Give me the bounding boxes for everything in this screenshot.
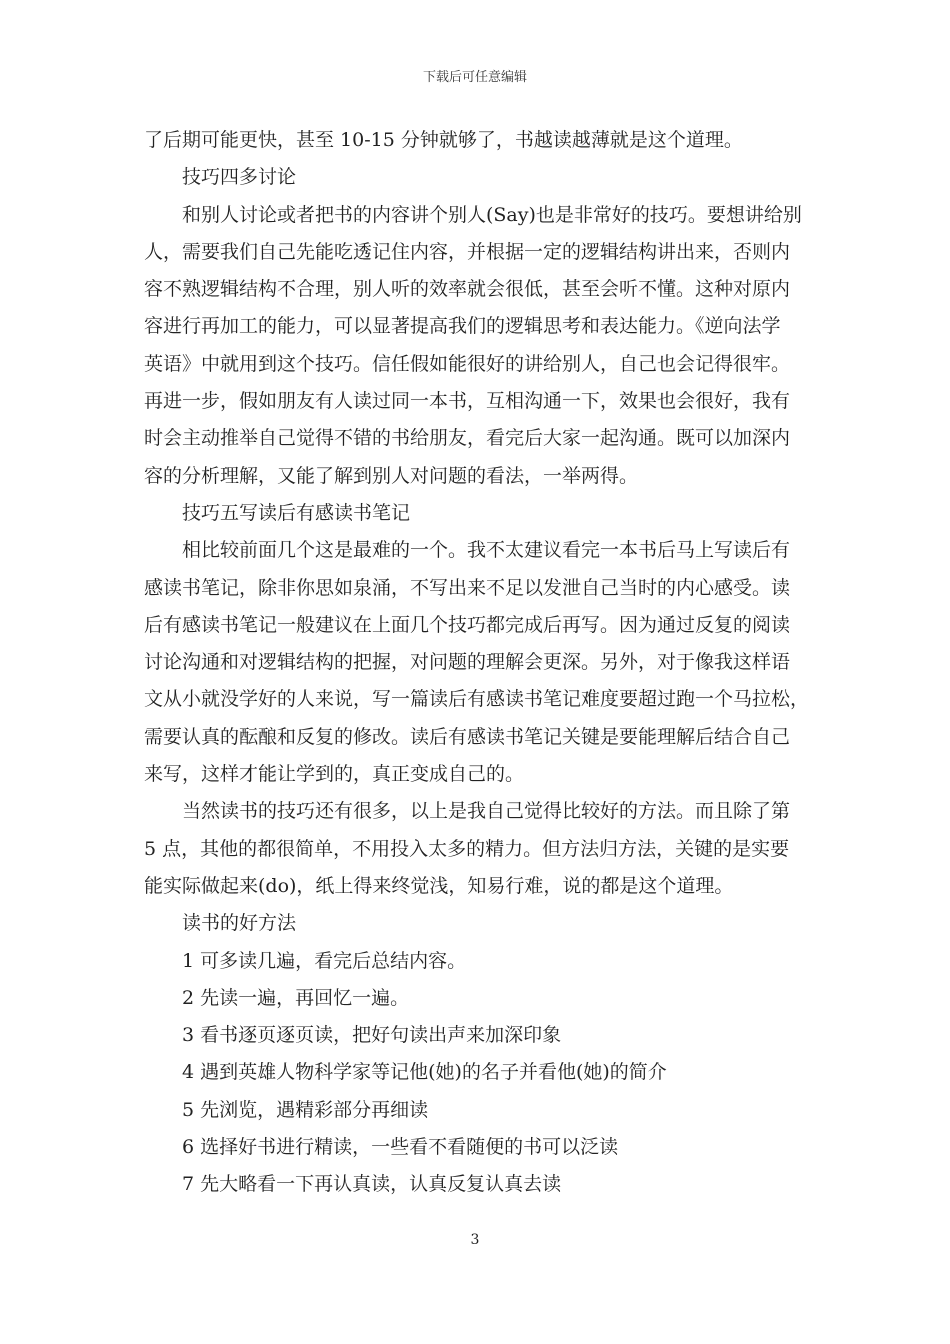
text-line: 能实际做起来(do)，纸上得来终觉浅，知易行难，说的都是这个道理。 bbox=[144, 874, 734, 897]
text-line: 容不熟逻辑结构不合理，别人听的效率就会很低，甚至会听不懂。这种对原内 bbox=[144, 278, 791, 301]
text-line: 人，需要我们自己先能吃透记住内容，并根据一定的逻辑结构讲出来，否则内 bbox=[144, 240, 791, 263]
text-line: 英语》中就用到这个技巧。信任假如能很好的讲给别人，自己也会记得很牢。 bbox=[144, 352, 791, 375]
list-item: 4 遇到英雄人物科学家等记他(她)的名子并看他(她)的简介 bbox=[182, 1061, 667, 1084]
list-item: 2 先读一遍，再回忆一遍。 bbox=[182, 986, 410, 1009]
list-item: 6 选择好书进行精读，一些看不看随便的书可以泛读 bbox=[182, 1136, 619, 1159]
section-heading: 技巧四多讨论 bbox=[182, 166, 297, 189]
text-line: 容进行再加工的能力，可以显著提高我们的逻辑思考和表达能力。《逆向法学 bbox=[144, 315, 781, 338]
text-line: 5 点，其他的都很简单，不用投入太多的精力。但方法归方法，关键的是实要 bbox=[144, 837, 790, 860]
text-line: 时会主动推举自己觉得不错的书给朋友，看完后大家一起沟通。既可以加深内 bbox=[144, 427, 791, 450]
text-line: 了后期可能更快，甚至 10-15 分钟就够了，书越读越薄就是这个道理。 bbox=[144, 129, 743, 151]
text-line: 来写，这样才能让学到的，真正变成自己的。 bbox=[144, 763, 525, 786]
page-header: 下载后可任意编辑 bbox=[422, 70, 527, 85]
text-line: 相比较前面几个这是最难的一个。我不太建议看完一本书后马上写读后有 bbox=[182, 539, 791, 562]
text-line: 当然读书的技巧还有很多，以上是我自己觉得比较好的方法。而且除了第 bbox=[182, 800, 791, 823]
text-line: 文从小就没学好的人来说，写一篇读后有感读书笔记难度要超过跑一个马拉松， bbox=[144, 688, 810, 711]
section-heading: 读书的好方法 bbox=[182, 912, 297, 935]
text-line: 感读书笔记，除非你思如泉涌，不写出来不足以发泄自己当时的内心感受。读 bbox=[144, 576, 791, 599]
list-item: 1 可多读几遍，看完后总结内容。 bbox=[182, 949, 467, 972]
section-heading: 技巧五写读后有感读书笔记 bbox=[182, 501, 411, 524]
list-item: 5 先浏览，遇精彩部分再细读 bbox=[182, 1098, 429, 1121]
list-item: 3 看书逐页逐页读，把好句读出声来加深印象 bbox=[182, 1024, 562, 1047]
list-item: 7 先大略看一下再认真读，认真反复认真去读 bbox=[182, 1173, 562, 1196]
document-body bbox=[144, 122, 809, 1204]
text-line: 讨论沟通和对逻辑结构的把握，对问题的理解会更深。另外，对于像我这样语 bbox=[144, 651, 791, 674]
page-number: 3 bbox=[470, 1232, 480, 1248]
text-line: 后有感读书笔记一般建议在上面几个技巧都完成后再写。因为通过反复的阅读 bbox=[144, 613, 791, 636]
text-line: 和别人讨论或者把书的内容讲个别人(Say)也是非常好的技巧。要想讲给别 bbox=[182, 203, 802, 226]
text-line: 需要认真的酝酿和反复的修改。读后有感读书笔记关键是要能理解后结合自己 bbox=[144, 725, 791, 748]
text-line: 容的分析理解，又能了解到别人对问题的看法，一举两得。 bbox=[144, 464, 639, 487]
text-line: 再进一步，假如朋友有人读过同一本书，互相沟通一下，效果也会很好，我有 bbox=[144, 390, 791, 413]
